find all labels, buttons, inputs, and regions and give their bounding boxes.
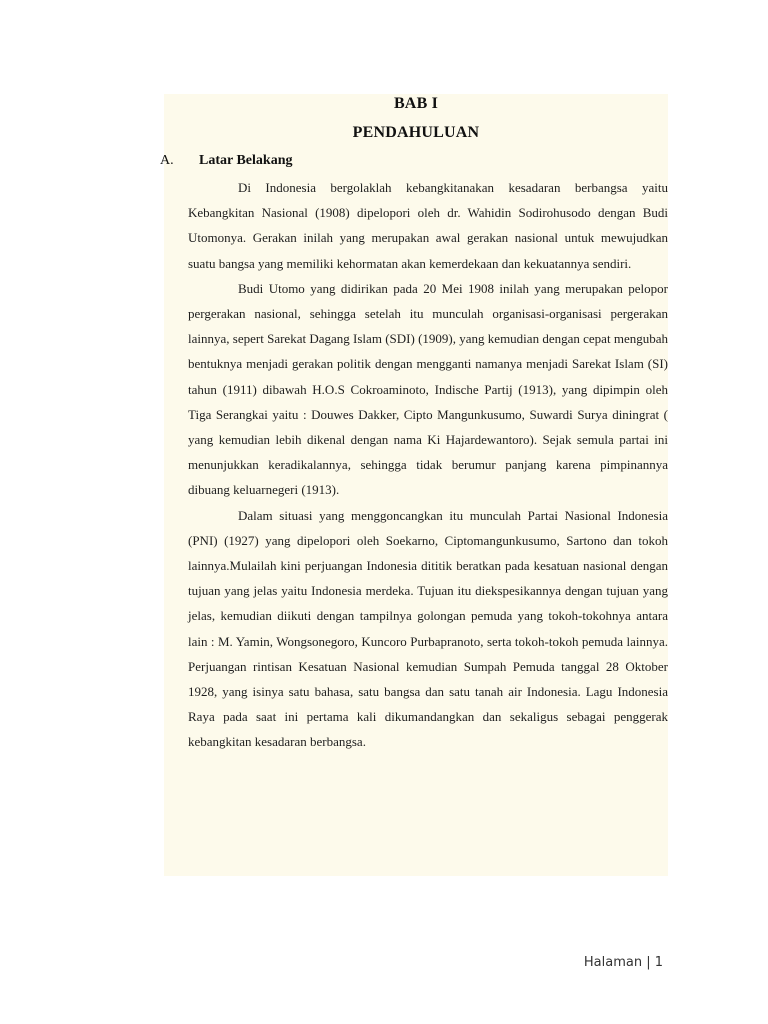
paragraph-3: Dalam situasi yang menggoncangkan itu munculah Partai Nasional Indonesia (PNI) (1927) yang dipelopori oleh Soekarno, Ciptomangunkusumo, Sartono dan tokoh lainnya.Mulailah kini perjuangan Indonesia dititik beratkan pada kesatuan nasional dengan tujuan yang jelas yaitu Indonesia merdeka. Tujuan itu diekspesikannya dengan tujuan yang jelas, kemudian diikuti dengan tampilnya golongan pemuda yang tokoh-tokohnya antara lain : M. Yamin, Wongsonegoro, Kuncoro Purbapranoto, serta tokoh-tokoh pemuda lainnya. Perjuangan rintisan Kesatuan Nasional kemudian Sumpah Pemuda tanggal 28 Oktober 1928, yang isinya satu bahasa, satu bangsa dan satu tanah air Indonesia. Lagu Indonesia Raya pada saat ini pertama kali dikumandangkan dan sekaligus sebagai penggerak kebangkitan kesadaran berbangsa. [188, 507, 668, 750]
section-letter: A. [160, 153, 174, 168]
body-text [188, 175, 668, 755]
page-number-footer: Halaman | 1 [583, 955, 663, 970]
section-title: Latar Belakang [199, 153, 293, 168]
chapter-title: PENDAHULUAN [352, 124, 480, 141]
paragraph-1: Di Indonesia bergolaklah kebangkitanakan kesadaran berbangsa yaitu Kebangkitan Nasional (1908) dipelopori oleh dr. Wahidin Sodirohusodo dengan Budi Utomonya. Gerakan inilah yang merupakan awal gerakan nasional untuk mewujudkan suatu bangsa yang memiliki kehormatan akan kemerdekaan dan kekuatannya sendiri. [188, 180, 668, 271]
chapter-number: BAB I [393, 95, 439, 112]
paragraph-2: Budi Utomo yang didirikan pada 20 Mei 1908 inilah yang merupakan pelopor pergerakan nasional, sehingga setelah itu munculah organisasi-organisasi pergerakan lainnya, sepert Sarekat Dagang Islam (SDI) (1909), yang kemudian dengan cepat mengubah bentuknya menjadi gerakan politik dengan mengganti namanya menjadi Sarekat Islam (SI) tahun (1911) dibawah H.O.S Cokroaminoto, Indische Partij (1913), yang dipimpin oleh Tiga Serangkai yaitu : Douwes Dakker, Cipto Mangunkusumo, Suwardi Surya diningrat ( yang kemudian lebih dikenal dengan nama Ki Hajardewantoro). Sejak semula partai ini menunjukkan keradikalannya, sehingga tidak berumur panjang karena pimpinannya dibuang keluarnegeri (1913). [188, 280, 668, 498]
